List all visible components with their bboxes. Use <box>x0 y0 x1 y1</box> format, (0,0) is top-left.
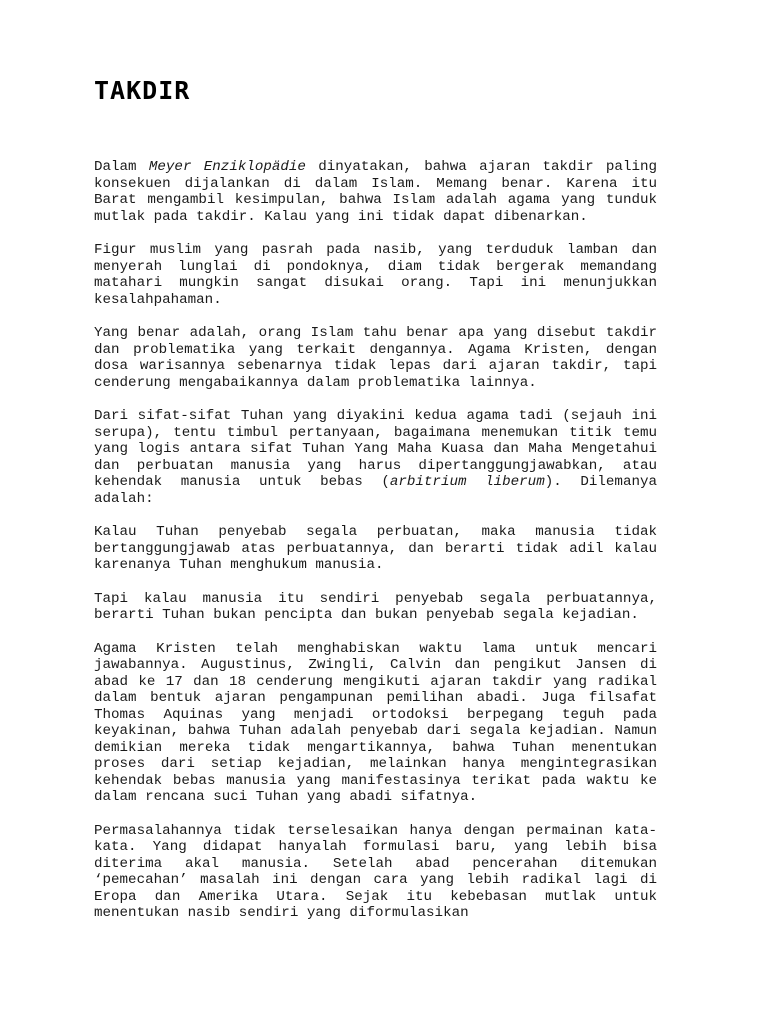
paragraph <box>94 325 657 391</box>
paragraph <box>94 408 657 507</box>
document-body <box>94 159 657 939</box>
paragraph-text: Agama Kristen telah menghabiskan waktu lama untuk mencari jawabannya. Augustinus, Zwingli, Calvin dan pengikut Jansen di abad ke 17 dan 18 cenderung mengikuti ajaran takdir yang radikal dalam bentuk ajaran pengampunan pemilihan abadi. Juga filsafat Thomas Aquinas yang menjadi ortodoksi berpegang teguh pada keyakinan, bahwa Tuhan adalah penyebab dari segala kejadian. Namun demikian mereka tidak mengartikannya, bahwa Tuhan menentukan proses dari setiap kejadian, melainkan hanya mengintegrasikan kehendak bebas manusia yang manifestasinya terikat pada waktu ke dalam rencana suci Tuhan yang abadi sifatnya. <box>94 640 657 805</box>
paragraph-text: Figur muslim yang pasrah pada nasib, yang terduduk lamban dan menyerah lunglai di pondoknya, diam tidak bergerak memandang matahari mungkin sangat disukai orang. Tapi ini menunjukkan kesalahpahaman. <box>94 242 657 308</box>
paragraph-text: Yang benar adalah, orang Islam tahu benar apa yang disebut takdir dan problematika yang terkait dengannya. Agama Kristen, dengan dosa warisannya sebenarnya tidak lepas dari ajaran takdir, tapi cenderung mengabaikannya dalam problematika lainnya. <box>94 325 657 391</box>
paragraph-text: Dalam <box>94 159 149 175</box>
paragraph <box>94 159 657 225</box>
paragraph <box>94 641 657 806</box>
paragraph-text: Kalau Tuhan penyebab segala perbuatan, maka manusia tidak bertanggungjawab atas perbuatannya, dan berarti tidak adil kalau karenanya Tuhan menghukum manusia. <box>94 524 657 573</box>
italic-term: arbitrium liberum <box>389 474 545 490</box>
paragraph <box>94 242 657 308</box>
paragraph <box>94 524 657 574</box>
italic-term: Meyer Enziklopädie <box>148 159 306 175</box>
paragraph-text: Permasalahannya tidak terselesaikan hanya dengan permainan kata-kata. Yang didapat hanyalah formulasi baru, yang lebih bisa diterima akal manusia. Setelah abad pencerahan ditemukan ‘pemecahan’ masalah ini dengan cara yang lebih radikal lagi di Eropa dan Amerika Utara. Sejak itu kebebasan mutlak untuk menentukan nasib sendiri yang diformulasikan <box>94 822 657 921</box>
paragraph-text: Dari sifat-sifat Tuhan yang diyakini kedua agama tadi (sejauh ini serupa), tentu timbul pertanyaan, bagaimana menemukan titik temu yang logis antara sifat Tuhan Yang Maha Kuasa dan Maha Mengetahui dan perbuatan manusia yang harus dipertanggungjawabkan, atau kehendak manusia untuk bebas ( <box>94 408 657 490</box>
paragraph <box>94 591 657 624</box>
paragraph-text: Tapi kalau manusia itu sendiri penyebab segala perbuatannya, berarti Tuhan bukan pencipta dan bukan penyebab segala kejadian. <box>94 590 657 623</box>
document-title: TAKDIR <box>94 76 191 105</box>
paragraph <box>94 823 657 922</box>
paragraph-text: ). Dilemanya adalah: <box>94 474 657 507</box>
paragraph-text: dinyatakan, bahwa ajaran takdir paling konsekuen dijalankan di dalam Islam. Memang benar. Karena itu Barat mengambil kesimpulan, bahwa Islam adalah agama yang tunduk mutlak pada takdir. Kalau yang ini tidak dapat dibenarkan. <box>94 159 658 225</box>
